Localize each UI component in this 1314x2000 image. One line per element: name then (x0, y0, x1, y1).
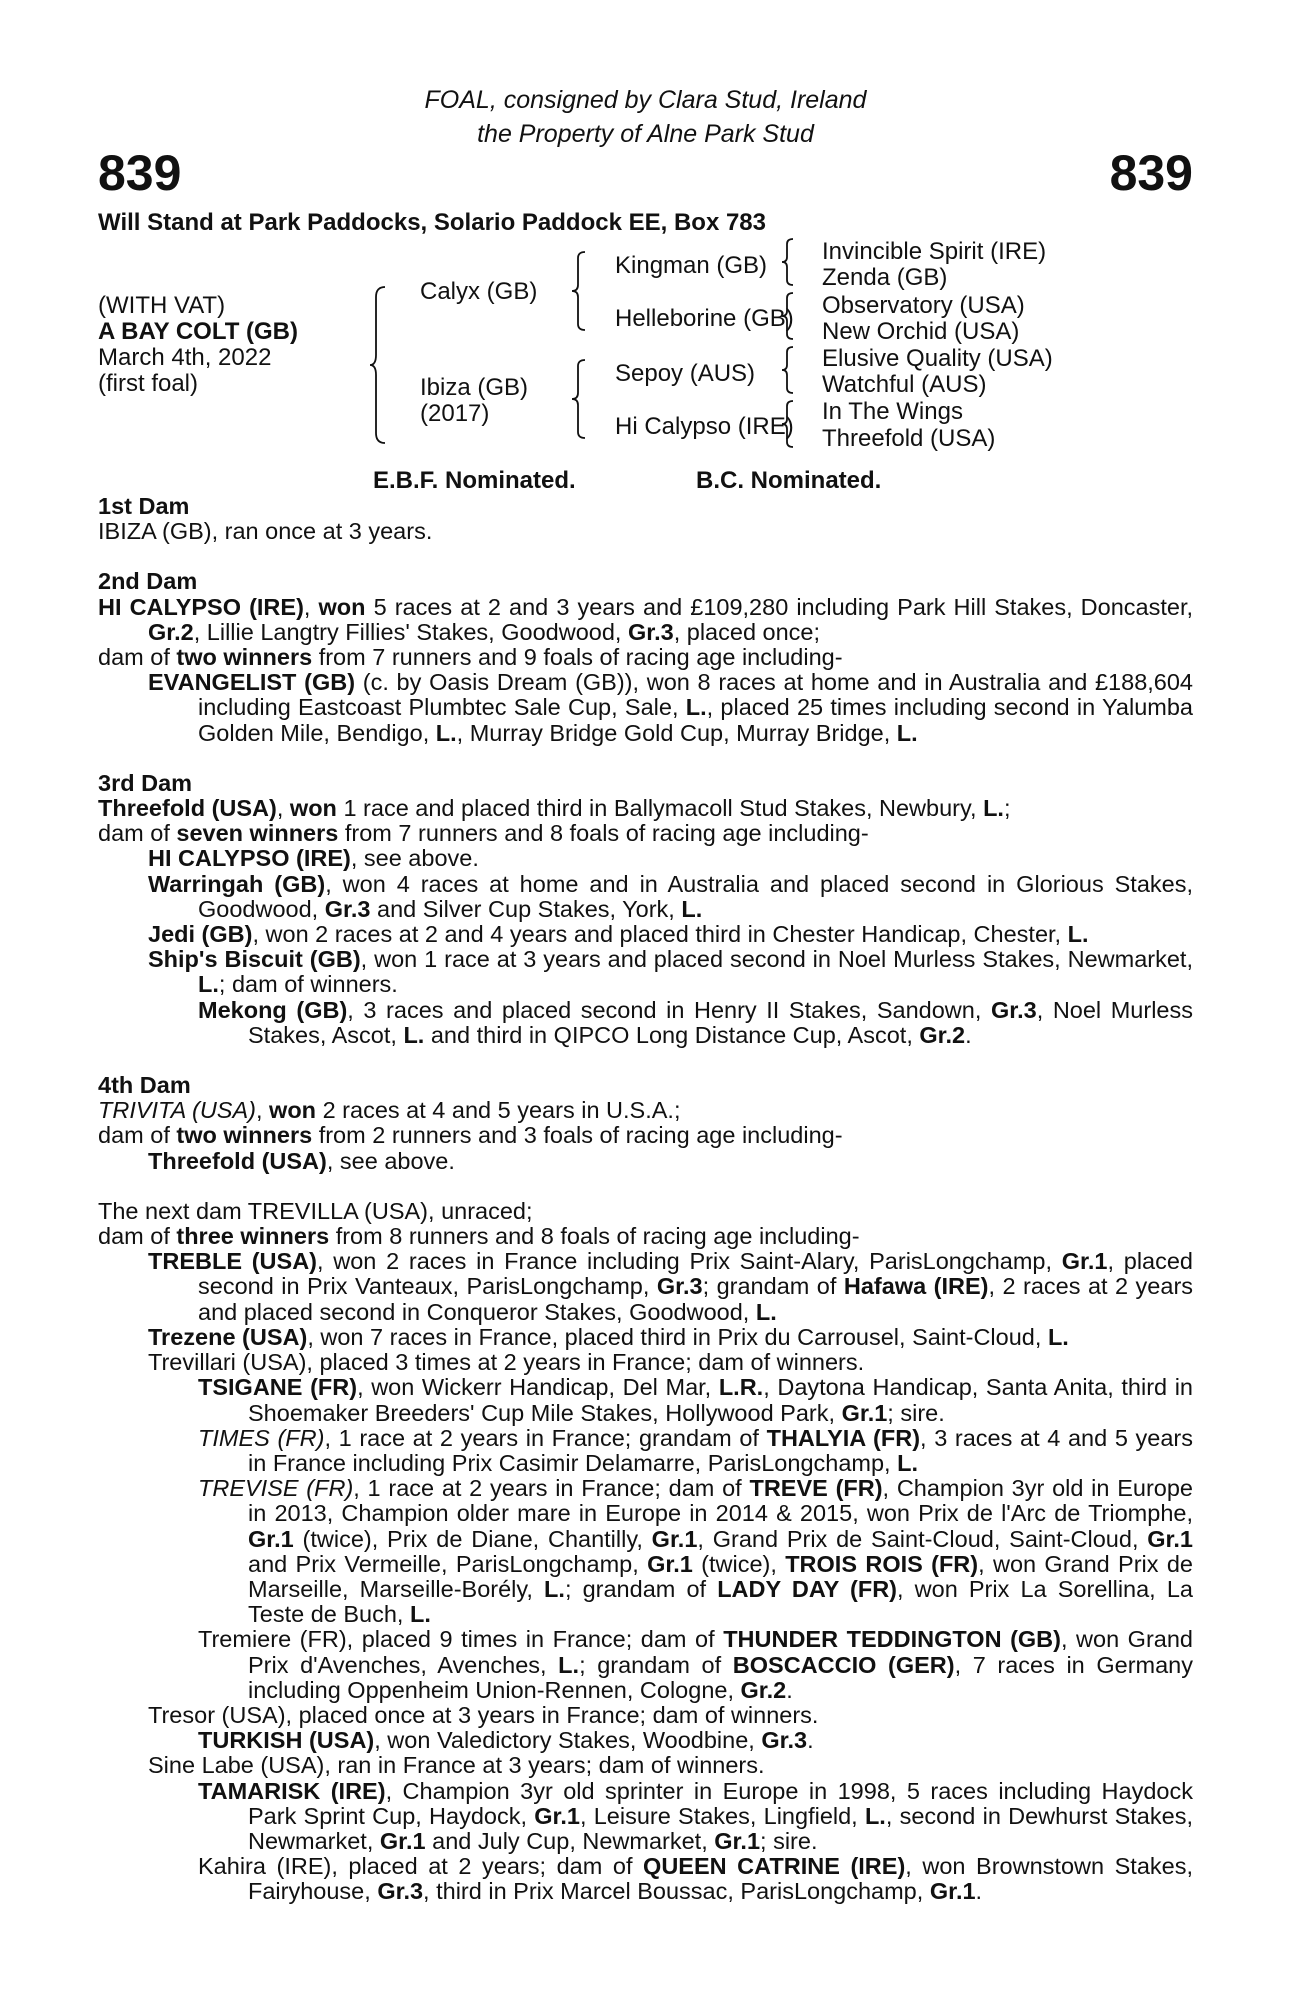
ships-biscuit-entry: Ship's Biscuit (GB), won 1 race at 3 years and placed second in Noel Murless Stakes, Newmarket, L.; dam of winners. (148, 946, 1193, 998)
hi-calypso-entry: HI CALYPSO (IRE), see above. (148, 845, 479, 872)
pedigree-gen3-3: Observatory (USA) (822, 292, 1025, 319)
pedigree-gen3-1: Invincible Spirit (IRE) (822, 238, 1047, 265)
kahira-entry: Kahira (IRE), placed at 2 years; dam of QUEEN CATRINE (IRE), won Brownstown Stakes, Fairyhouse, Gr.3, third in Prix Marcel Boussac, ParisLongchamp, Gr.1. (198, 1853, 1193, 1905)
warringah-entry: Warringah (GB), won 4 races at home and in Australia and placed second in Glorious Stakes, Goodwood, Gr.3 and Silver Cup Stakes, York, L. (148, 870, 1194, 922)
second-dam-produce-summary: dam of two winners from 7 runners and 9 foals of racing age including- (98, 644, 843, 671)
foaling-date: March 4th, 2022 (98, 344, 272, 371)
tresor-entry: Tresor (USA), placed once at 3 years in France; dam of winners. (148, 1701, 819, 1728)
pedigree-gen3-2: Zenda (GB) (822, 264, 948, 291)
ebf-nomination: E.B.F. Nominated. (373, 467, 576, 494)
third-dam-heading: 3rd Dam (98, 769, 193, 796)
next-dam-intro: The next dam TREVILLA (USA), unraced; (98, 1197, 533, 1224)
pedigree-brace-3a (780, 237, 796, 287)
fourth-dam-record: TRIVITA (USA), won 2 races at 4 and 5 years in U.S.A.; (98, 1097, 681, 1124)
first-dam-heading: 1st Dam (98, 493, 190, 519)
turkish-entry: TURKISH (USA), won Valedictory Stakes, Woodbine, Gr.3. (198, 1727, 814, 1754)
fourth-dam-produce-summary: dam of two winners from 2 runners and 3 foals of racing age including- (98, 1122, 843, 1149)
trevise-entry: TREVISE (FR), 1 race at 2 years in France; dam of TREVE (FR), Champion 3yr old in Europe in 2013, Champion older mare in Europe in 2014 & 2015, won Prix de l'Arc de Triomphe, Gr.1 (twice), Prix de Diane, Chantilly, Gr.1, Grand Prix de Saint-Cloud, Saint-Cloud, Gr.1 and Prix Vermeille, ParisLongchamp, Gr.1 (twice), TROIS ROIS (FR), won Grand Prix de Marseille, Marseille-Borély, L.; grandam of LADY DAY (FR), won Prix La Sorellina, La Teste de Buch, L. (198, 1475, 1194, 1628)
treble-entry: TREBLE (USA), won 2 races in France including Prix Saint-Alary, ParisLongchamp, Gr.1, placed second in Prix Vanteaux, ParisLongchamp, Gr.3; grandam of Hafawa (IRE), 2 races at 2 years and placed second in Conqueror Stakes, Goodwood, L. (148, 1248, 1194, 1325)
third-dam-record: Threefold (USA), won 1 race and placed third in Ballymacoll Stud Stakes, Newbury, L.; (98, 795, 1011, 822)
sine-labe-entry: Sine Labe (USA), ran in France at 3 years; dam of winners. (148, 1752, 765, 1779)
threefold-entry: Threefold (USA), see above. (148, 1147, 455, 1174)
evangelist-entry: EVANGELIST (GB) (c. by Oasis Dream (GB)), won 8 races at home and in Australia and £188,604 including Eastcoast Plumbtec Sale Cup, Sale, L., placed 25 times including second in Yalumba Golden Mile, Bendigo, L., Murray Bridge Gold Cup, Murray Bridge, L. (148, 669, 1193, 746)
pedigree-dam-year: (2017) (420, 400, 490, 427)
second-dam-record: HI CALYPSO (IRE), won 5 races at 2 and 3 years and £109,280 including Park Hill Stakes, Doncaster, Gr.2, Lillie Langtry Fillies' Stakes, Goodwood, Gr.3, placed once; (98, 593, 1194, 645)
pedigree-gen3-4: New Orchid (USA) (822, 318, 1020, 345)
tsigane-entry: TSIGANE (FR), won Wickerr Handicap, Del Mar, L.R., Daytona Handicap, Santa Anita, third in Shoemaker Breeders' Cup Mile Stakes, Hollywood Park, Gr.1; sire. (198, 1374, 1193, 1426)
pedigree-brace-3c (780, 345, 796, 395)
tremiere-entry: Tremiere (FR), placed 9 times in France; dam of THUNDER TEDDINGTON (GB), won Grand Prix d'Avenches, Avenches, L.; grandam of BOSCACCIO (GER), 7 races in Germany including Oppenheim Union-Rennen, Cologne, Gr.2. (198, 1626, 1193, 1703)
first-dam-text: IBIZA (GB), ran once at 3 years. (98, 518, 433, 545)
third-dam-produce-summary: dam of seven winners from 7 runners and 8 foals of racing age including- (98, 820, 869, 847)
bc-nomination: B.C. Nominated. (696, 467, 882, 494)
fourth-dam-heading: 4th Dam (98, 1072, 191, 1099)
second-dam-heading: 2nd Dam (98, 568, 198, 595)
pedigree-dam-sire: Sepoy (AUS) (615, 360, 756, 387)
pedigree-sire-dam: Helleborine (GB) (615, 305, 794, 332)
vat-note: (WITH VAT) (98, 292, 226, 319)
consignor-line: FOAL, consigned by Clara Stud, Ireland (424, 86, 867, 114)
pedigree-gen3-7: In The Wings (822, 398, 963, 425)
mekong-entry: Mekong (GB), 3 races and placed second in Henry II Stakes, Sandown, Gr.3, Noel Murless Stakes, Ascot, L. and third in QIPCO Long Distance Cup, Ascot, Gr.2. (198, 996, 1193, 1048)
property-line: the Property of Alne Park Stud (477, 120, 814, 148)
next-dam-produce-summary: dam of three winners from 8 runners and 8 foals of racing age including- (98, 1223, 860, 1250)
pedigree-gen3-5: Elusive Quality (USA) (822, 345, 1053, 372)
trezene-entry: Trezene (USA), won 7 races in France, placed third in Prix du Carrousel, Saint-Cloud, L. (148, 1323, 1069, 1350)
jedi-entry: Jedi (GB), won 2 races at 2 and 4 years and placed third in Chester Handicap, Chester, L. (148, 921, 1089, 948)
pedigree-sire: Calyx (GB) (420, 278, 538, 305)
pedigree-gen3-6: Watchful (AUS) (822, 371, 987, 398)
pedigree-gen3-8: Threefold (USA) (822, 425, 996, 452)
horse-name: A BAY COLT (GB) (98, 318, 299, 345)
stand-location: Will Stand at Park Paddocks, Solario Paddock EE, Box 783 (98, 209, 767, 236)
lot-number-left: 839 (98, 145, 182, 201)
pedigree-brace-2a (570, 250, 588, 332)
lot-number-right: 839 (1109, 145, 1193, 201)
pedigree-sire-sire: Kingman (GB) (615, 252, 768, 279)
times-entry: TIMES (FR), 1 race at 2 years in France; grandam of THALYIA (FR), 3 races at 4 and 5 years in France including Prix Casimir Delamarre, ParisLongchamp, L. (198, 1424, 1193, 1476)
pedigree-brace-1 (368, 285, 388, 445)
tamarisk-entry: TAMARISK (IRE), Champion 3yr old sprinter in Europe in 1998, 5 races including Haydock Park Sprint Cup, Haydock, Gr.1, Leisure Stakes, Lingfield, L., second in Dewhurst Stakes, Newmarket, Gr.1 and July Cup, Newmarket, Gr.1; sire. (198, 1777, 1193, 1854)
foal-note: (first foal) (98, 370, 199, 397)
pedigree-brace-2b (570, 358, 588, 440)
pedigree-dam-dam: Hi Calypso (IRE) (615, 413, 794, 440)
trevillari-entry: Trevillari (USA), placed 3 times at 2 years in France; dam of winners. (148, 1349, 865, 1376)
dam-line-text (98, 494, 1193, 1905)
pedigree-dam: Ibiza (GB) (420, 374, 529, 401)
